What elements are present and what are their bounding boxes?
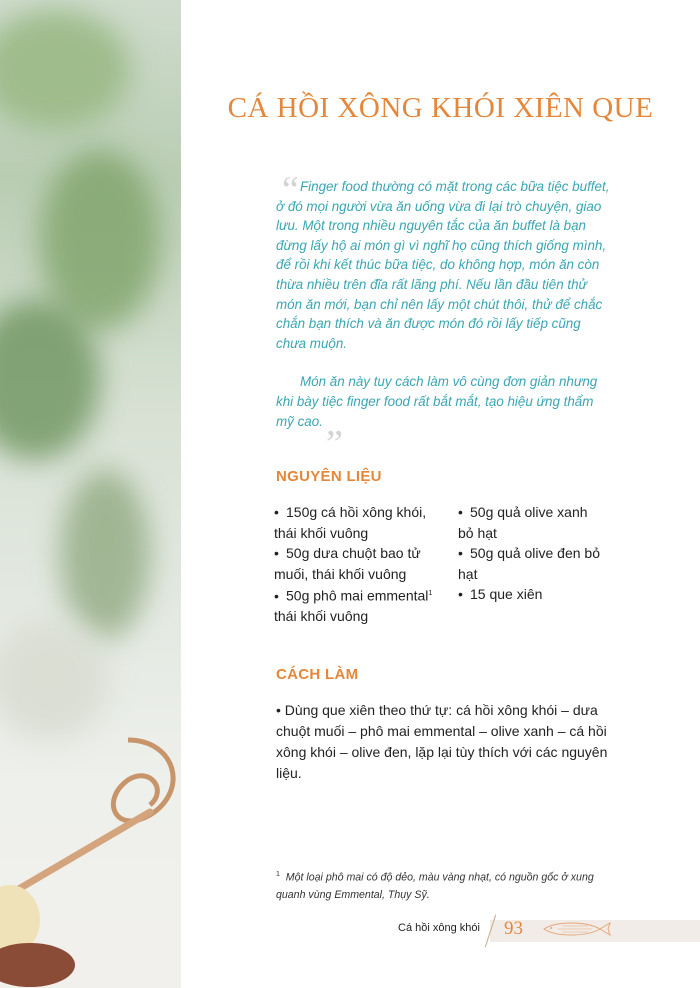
method-heading: CÁCH LÀM bbox=[276, 666, 359, 683]
footnote-ref: 1 bbox=[428, 590, 433, 597]
page-number: 93 bbox=[504, 918, 523, 939]
close-quote-icon: ” bbox=[326, 423, 343, 465]
salmon-fish-icon bbox=[542, 921, 612, 937]
list-item: • 15 que xiên bbox=[458, 586, 543, 602]
list-item: • 50g quả olive xanh bỏ hạt bbox=[458, 504, 588, 541]
ingredients-list-right bbox=[458, 502, 618, 605]
ingredients-heading: NGUYÊN LIỆU bbox=[276, 468, 382, 485]
section-label: Cá hồi xông khói bbox=[398, 922, 480, 934]
page-title: CÁ HỒI XÔNG KHÓI XIÊN QUE bbox=[227, 92, 654, 124]
list-item: • 50g dưa chuột bao tử muối, thái khối vuông bbox=[274, 545, 421, 582]
footnote: $^1$ Một loại phô mai có độ dẻo, màu vàng nhạt, có nguồn gốc ở xung quanh vùng Emmental, Thụy Sỹ. bbox=[276, 871, 594, 901]
list-item: • 50g quả olive đen bỏ hạt bbox=[458, 545, 600, 582]
ingredients-list-left bbox=[274, 502, 454, 627]
skewer-icon bbox=[0, 0, 181, 988]
quote-paragraph: Món ăn này tuy cách làm vô cùng đơn giản nhưng khi bày tiệc finger food rất bắt mắt, tạo hiệu ứng thẩm mỹ cao. bbox=[276, 374, 598, 429]
quote-paragraph: Finger food thường có mặt trong các bữa tiệc buffet, ở đó mọi người vừa ăn uống vừa đi lại trò chuyện, giao lưu. Một trong nhiều nguyên tắc của ăn buffet là bạn đừng lấy hộ ai món gì vì nghĩ họ cũng thích giống mình, để rồi khi kết thúc bữa tiệc, do không hợp, món ăn còn thừa nhiều trên đĩa rất lãng phí. Nếu lần đầu tiên thử món ăn mới, bạn chỉ nên lấy một chút thôi, thử để chắc chắn bạn thích và ăn được món đó rồi lấy tiếp cũng chưa muộn. bbox=[276, 179, 610, 351]
list-item: • 150g cá hồi xông khói, thái khối vuông bbox=[274, 504, 427, 541]
intro-quote bbox=[276, 169, 614, 465]
method-text: • Dùng que xiên theo thứ tự: cá hồi xông khói – dưa chuột muối – phô mai emmental – olive xanh – cá hồi xông khói – olive đen, lặp lại tùy thích với các nguyên liệu. bbox=[276, 702, 608, 781]
list-item: • 50g phô mai emmental$^1$ thái khối vuông bbox=[274, 587, 433, 625]
food-photo bbox=[0, 0, 181, 988]
open-quote-icon: “ bbox=[282, 169, 299, 211]
